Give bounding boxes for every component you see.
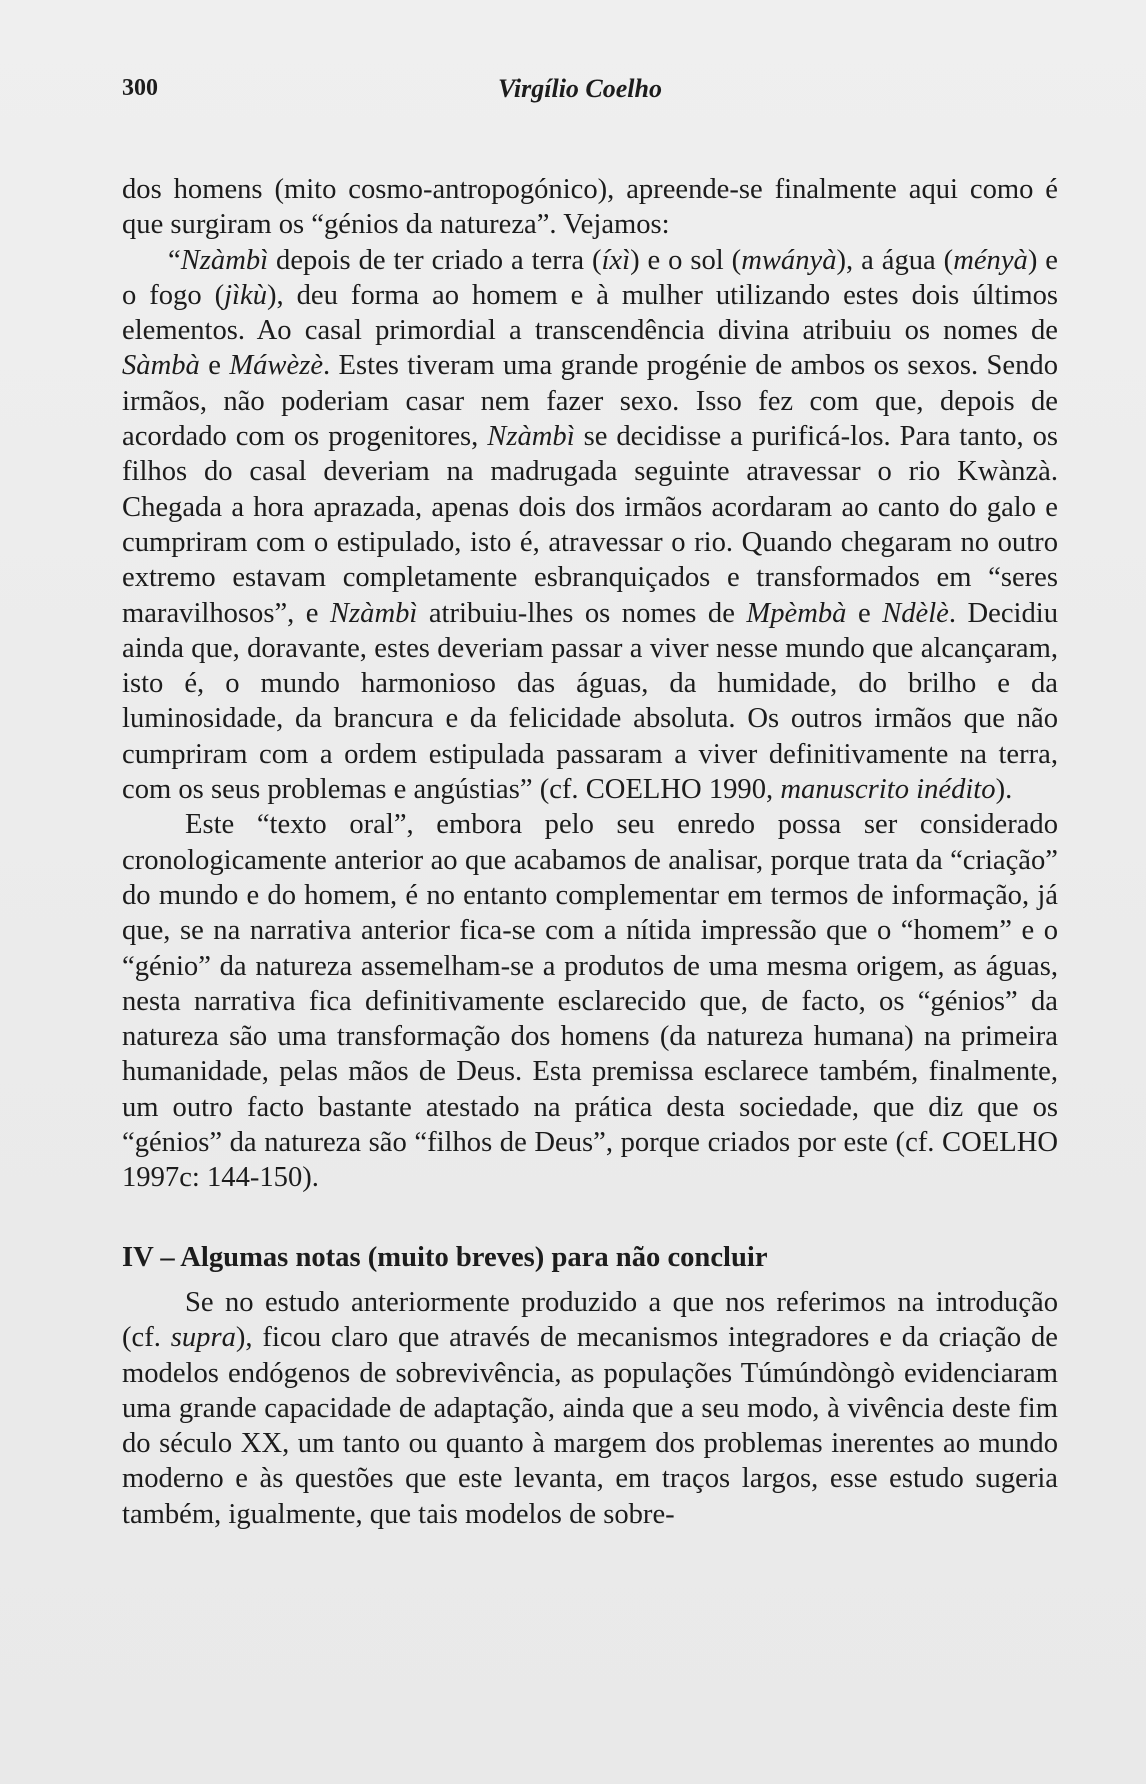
quote-segment: “	[168, 244, 181, 276]
quote-segment: e	[846, 597, 883, 629]
term-menya: ményà	[953, 244, 1028, 276]
quote-segment: ), a água (	[836, 244, 954, 276]
term-jiku: jìkù	[224, 279, 267, 311]
quote-segment: depois de ter criado a terra (	[268, 244, 602, 276]
page-header	[122, 70, 1058, 110]
term-samba: Sàmbà	[122, 350, 200, 382]
page-number: 300	[122, 75, 158, 101]
term-mwanya: mwányà	[741, 244, 837, 276]
quote-segment: ) e o sol (	[630, 244, 742, 276]
paragraph-intro: dos homens (mito cosmo-antropogónico), apreende-se finalmente aqui como é que surgiram os “génios da natureza”. Vejamos:	[122, 174, 1058, 241]
text-segment: ), ficou claro que através de mecanismos integradores e da criação de modelos endógenos de sobrevivência, as populações Túmúndòngò evidenciaram uma grande capacidade de adaptação, ainda que a seu modo, à vivência deste fim do século XX, um tanto ou quanto à margem dos problemas inerentes ao mundo moderno e às questões que este levanta, em traços largos, esse estudo sugeria também, igualmente, que tais modelos de sobre-	[122, 1322, 1058, 1530]
running-head-author: Virgílio Coelho	[498, 74, 662, 103]
term-nzambi: Nzàmbì	[487, 421, 575, 453]
term-supra: supra	[170, 1322, 236, 1354]
body-text	[122, 172, 1058, 1532]
text-segment: Se no estudo anteriormente produzido a que nos referimos na introdução (cf.	[122, 1286, 1058, 1354]
quote-segment: se decidisse a purificá-los. Para tanto, os filhos do casal deveriam na madrugada seguinte atravessar o rio Kwànzà. Chegada a hora aprazada, apenas dois dos irmãos acordaram ao canto do galo e cumpriram com o estipulado, isto é, atravessar o rio. Quando chegaram no outro extremo estavam completamente esbranquiçados e transformados em “seres maravilhosos”, e	[122, 421, 1058, 629]
term-ixi: íxì	[601, 244, 631, 276]
section-heading: IV – Algumas notas (muito breves) para não concluir	[122, 1241, 768, 1273]
quote-segment: ) e o fogo (	[122, 244, 1058, 311]
paragraph-conclusion	[122, 1285, 1058, 1532]
section-spacer	[122, 1196, 1058, 1240]
quoted-myth-paragraph	[122, 243, 1058, 808]
quote-segment: . Decidiu ainda que, doravante, estes deveriam passar a viver nesse mundo que alcançaram, isto é, o mundo harmonioso das águas, da humidade, do brilho e da luminosidade, da brancura e da felicidade absoluta. Os outros irmãos que não cumpriram com a ordem estipulada passaram a viver definitivamente na terra, com os seus problemas e angústias” (cf. COELHO 1990,	[122, 597, 1058, 806]
term-ndele: Ndèlè	[882, 597, 949, 629]
paragraph-analysis: Este “texto oral”, embora pelo seu enredo possa ser considerado cronologicamente anterior ao que acabamos de analisar, porque trata da “criação” do mundo e do homem, é no entanto complementar em termos de informação, já que, se na narrativa anterior fica-se com a nítida impressão que o “homem” e o “génio” da natureza assemelham-se a produtos de uma mesma origem, as águas, nesta narrativa fica definitivamente esclarecido que, de facto, os “génios” da natureza são uma transformação dos homens (da natureza humana) na primeira humanidade, pelas mãos de Deus. Esta premissa esclarece também, finalmente, um outro facto bastante atestado na prática desta sociedade, que diz que os “génios” da natureza são “filhos de Deus”, porque criados por este (cf. COELHO 1997c: 144-150).	[122, 809, 1058, 1194]
term-manuscrito-inedito: manuscrito inédito	[780, 774, 996, 806]
term-mpemba: Mpèmbà	[746, 597, 847, 629]
quote-segment: . Estes tiveram uma grande progénie de ambos os sexos. Sendo irmãos, não poderiam casar nem fazer sexo. Isso fez com que, depois de acordado com os progenitores,	[122, 350, 1058, 453]
term-maweze: Máwèzè	[229, 350, 324, 382]
term-nzambi: Nzàmbì	[180, 244, 269, 276]
term-nzambi: Nzàmbì	[329, 597, 418, 629]
quote-segment: ).	[995, 774, 1013, 806]
quote-segment: atribuiu-lhes os nomes de	[417, 597, 747, 629]
quote-segment: ), deu forma ao homem e à mulher utilizando estes dois últimos elementos. Ao casal primordial a transcendência divina atribuiu os nomes de	[122, 279, 1059, 347]
quote-segment: e	[199, 350, 230, 382]
